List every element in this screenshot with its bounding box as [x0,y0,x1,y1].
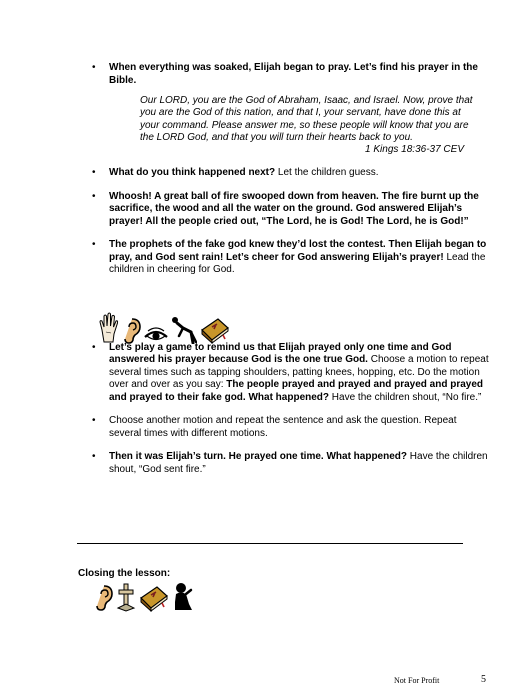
quote-text: Our LORD, you are the God of Abraham, Isaac, and Israel. Now, prove that you are the God of this nation, and that I, your servant, have done this at your command. Please answer me, so these people will know that you are the LORD God, and that you will turn their hearts back to you. [140,95,473,143]
ear-icon [123,318,141,344]
stretching-person-icon [171,316,197,344]
bible-icon [139,584,169,612]
list-item [90,191,490,229]
bullet-text-bold: Let’s play a game to remind us that Elijah prayed only one time and God answered his prayer because God is the one true God. [109,341,452,366]
cross-icon [116,582,136,612]
list-item [90,451,490,476]
closing-icons-row [95,582,194,612]
bullet-text-bold: What do you think happened next? [109,167,276,179]
bullet-text-bold: The prophets of the fake god knew they’d lost the contest. Then Elijah began to pray, and God sent rain! Let’s cheer for God answering Elijah’s prayer! [109,239,487,263]
bullet-text-bold: Whoosh! A great ball of fire swooped down from heaven. The fire burnt up the sacrifice, the wood and all the water on the ground. God answered Elijah’s prayer! All the people cried out, “The Lord, he is God! The Lord, he is God!” [109,190,479,227]
list-item [90,167,490,180]
lesson-bullet-list [90,62,490,487]
bible-icon [200,316,230,344]
activity-icons-row [98,312,230,344]
bullet-text: Have the children shout, “No fire.” [329,391,482,403]
list-item [90,62,490,156]
page-number: 5 [481,674,486,685]
bullet-text-bold: When everything was soaked, Elijah began to pray. Let’s find his prayer in the Bible. [109,62,478,86]
list-item [90,415,490,440]
ear-icon [95,584,113,612]
bullet-text: Lead the children in cheering for God. [109,251,486,276]
list-item [90,239,490,277]
section-divider [77,543,463,544]
bullet-text-bold: Then it was Elijah’s turn. He prayed one time. What happened? [109,451,408,463]
bullet-text-bold: The people prayed and prayed and prayed and prayed and prayed to their fake god. What happened? [109,379,484,403]
bullet-text: Choose a motion to repeat several times such as tapping shoulders, patting knees, hopping, etc. Do the motion over and over as you say: [109,354,489,391]
list-item [90,342,490,405]
closing-heading: Closing the lesson: [78,568,171,579]
praying-child-icon [172,582,194,612]
scripture-quote [140,95,480,156]
hand-icon [98,312,120,344]
bullet-text: Have the children shout, “God sent fire.” [109,451,488,475]
quote-reference: 1 Kings 18:36-37 CEV [365,144,464,156]
bullet-text: Choose another motion and repeat the sentence and ask the question. Repeat several times with different motions. [109,415,457,439]
bullet-text: Let the children guess. [275,167,379,179]
footer-text: Not For Profit [394,676,440,685]
eye-icon [144,326,168,344]
